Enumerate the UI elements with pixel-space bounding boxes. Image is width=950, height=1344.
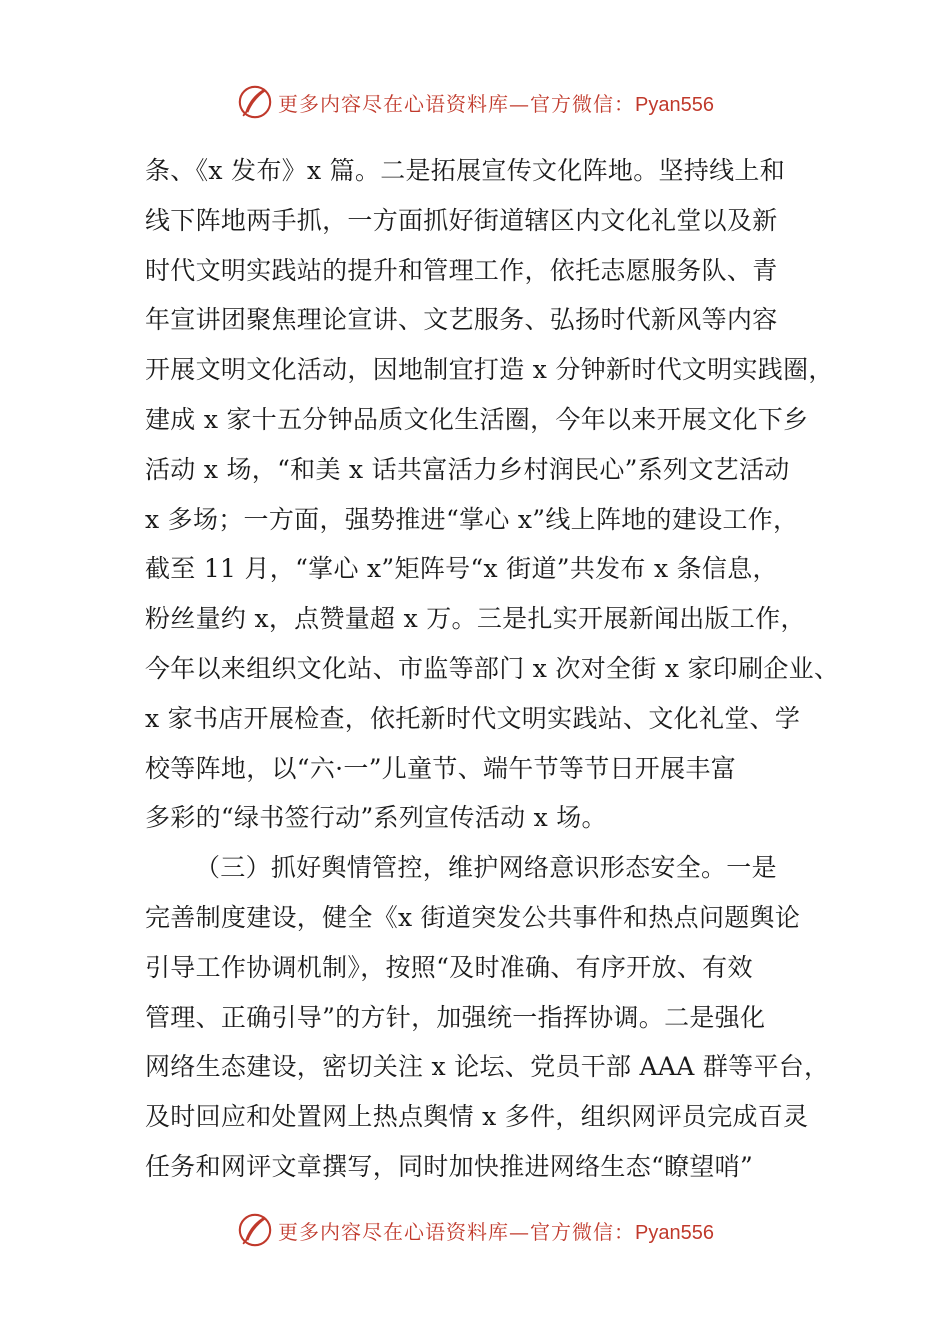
section-heading-line: （三）抓好舆情管控，维护网络意识形态安全。一是 <box>195 853 777 883</box>
banner-text: 更多内容尽在心语资料库—官方微信：Pyan556 <box>278 1219 714 1244</box>
body-line: 粉丝量约 x，点赞量超 x 万。三是扎实开展新闻出版工作， <box>145 604 806 634</box>
banner-text: 更多内容尽在心语资料库—官方微信：Pyan556 <box>278 91 714 116</box>
body-line: 时代文明实践站的提升和管理工作，依托志愿服务队、青 <box>145 255 778 285</box>
body-line: 及时回应和处置网上热点舆情 x 多件，组织网评员完成百灵 <box>145 1102 809 1132</box>
body-line: 线下阵地两手抓，一方面抓好街道辖区内文化礼堂以及新 <box>145 205 778 235</box>
wechat-handle: Pyan556 <box>635 1221 714 1244</box>
quill-pen-logo-icon <box>236 83 274 121</box>
body-line: x 家书店开展检查，依托新时代文明实践站、文化礼堂、学 <box>145 703 801 733</box>
body-line: 任务和网评文章撰写，同时加快推进网络生态“瞭望哨” <box>145 1151 754 1181</box>
body-line: 活动 x 场，“和美 x 话共富活力乡村润民心”系列文艺活动 <box>145 454 790 484</box>
body-line: 今年以来组织文化站、市监等部门 x 次对全街 x 家印刷企业、 <box>145 653 840 683</box>
header-banner <box>0 80 950 124</box>
wechat-handle: Pyan556 <box>635 93 714 116</box>
footer-banner <box>0 1208 950 1252</box>
body-line: 校等阵地，以“六·一”儿童节、端午节等节日开展丰富 <box>145 753 737 783</box>
body-line: 开展文明文化活动，因地制宜打造 x 分钟新时代文明实践圈， <box>145 355 834 385</box>
quill-pen-logo-icon <box>236 1211 274 1249</box>
body-line: 年宣讲团聚焦理论宣讲、文艺服务、弘扬时代新风等内容 <box>145 305 778 335</box>
body-line: 截至 11 月，“掌心 x”矩阵号“x 街道”共发布 x 条信息， <box>145 554 778 584</box>
document-body <box>145 146 840 1192</box>
body-line: 建成 x 家十五分钟品质文化生活圈，今年以来开展文化下乡 <box>145 404 809 434</box>
body-line: 完善制度建设，健全《x 街道突发公共事件和热点问题舆论 <box>145 902 801 932</box>
body-line: x 多场；一方面，强势推进“掌心 x”线上阵地的建设工作， <box>145 504 799 534</box>
body-line: 管理、正确引导”的方针，加强统一指挥协调。二是强化 <box>145 1002 766 1032</box>
body-line: 引导工作协调机制》，按照“及时准确、有序开放、有效 <box>145 952 753 982</box>
body-line: 条、《x 发布》x 篇。二是拓展宣传文化阵地。坚持线上和 <box>145 156 785 185</box>
body-line: 网络生态建设，密切关注 x 论坛、党员干部 AAA 群等平台， <box>145 1052 830 1082</box>
body-line: 多彩的“绿书签行动”系列宣传活动 x 场。 <box>145 803 607 833</box>
